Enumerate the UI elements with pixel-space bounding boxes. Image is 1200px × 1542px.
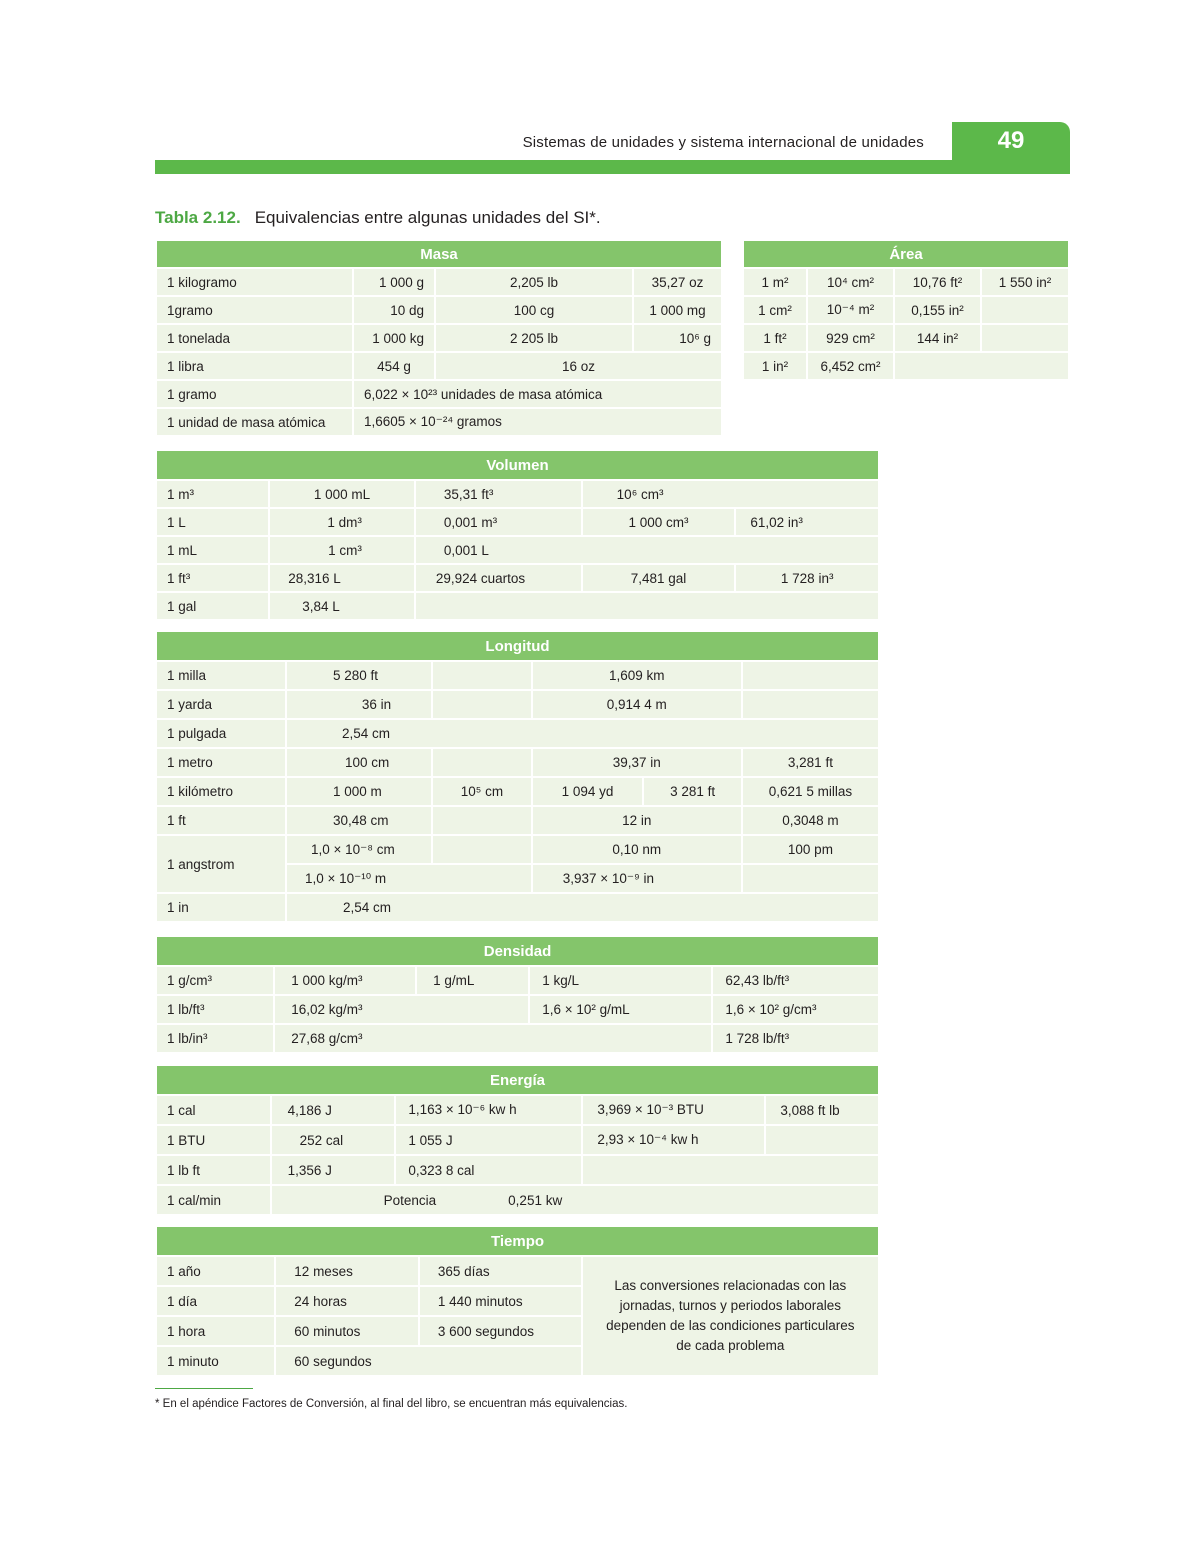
table-cell: 1 BTU [157,1126,270,1154]
table-caption-text: Equivalencias entre algunas unidades del SI*. [254,208,601,227]
table-cell [982,325,1068,351]
table-cell: 1 gramo [157,381,352,407]
table-cell: 1 lb/in³ [157,1025,273,1052]
table-row [744,269,1068,295]
table-cell: 3,937 × 10⁻⁹ in [533,865,741,892]
table-cell [433,691,531,718]
table-cell [895,353,1068,379]
table-cell: 1 yarda [157,691,285,718]
table-row [157,1156,878,1184]
tiempo-heading: Tiempo [157,1227,878,1255]
table-cell: 1 mL [157,537,268,563]
energia-heading: Energía [157,1066,878,1094]
table-cell: 10⁴ cm² [808,269,893,295]
table-cell: 16,02 kg/m³ [275,996,528,1023]
table-cell [766,1126,878,1154]
table-row [157,720,878,747]
table-cell: 12 meses [276,1257,418,1285]
table-cell: 0,001 L [416,537,878,563]
table-row [157,353,721,379]
table-cell: 1 día [157,1287,274,1315]
table-row [157,836,878,863]
footnote-rule [155,1388,253,1389]
table-cell: 1 000 mg [634,297,721,323]
table-cell: 2 205 lb [436,325,632,351]
table-cell: 1 440 minutos [420,1287,581,1315]
table-cell: 1,163 × 10⁻⁶ kw h [396,1096,581,1124]
table-cell: 0,621 5 millas [743,778,878,805]
table-cell: 1 tonelada [157,325,352,351]
table-cell: 1 cal [157,1096,270,1124]
table-cell: 1 milla [157,662,285,689]
table-cell: 100 cg [436,297,632,323]
table-cell-text: 10⁶ cm³ [616,486,664,502]
table-cell: 1 metro [157,749,285,776]
table-cell: 1,6 × 10² g/cm³ [713,996,878,1023]
table-cell: 0,3048 m [743,807,878,834]
table-row [157,481,878,507]
table-row [157,1096,878,1124]
table-cell: 39,37 in [533,749,741,776]
volumen-heading: Volumen [157,451,878,479]
table-cell: 1 g/mL [417,967,528,994]
masa-table [155,239,723,437]
table-cell: 1 000 cm³ [583,509,735,535]
table-cell: 16 oz [436,353,721,379]
table-cell: 1 000 kg [354,325,434,351]
area-heading: Área [744,241,1068,267]
table-cell: 62,43 lb/ft³ [713,967,878,994]
table-cell: 35,27 oz [634,269,721,295]
table-cell: 3,969 × 10⁻³ BTU [583,1096,764,1124]
table-row [157,807,878,834]
table-row [157,894,878,921]
table-cell: 100 cm [287,749,431,776]
table-cell: 1 minuto [157,1347,274,1375]
table-cell: 2,54 cm [287,720,878,747]
table-cell [433,662,531,689]
table-cell: 1 m³ [157,481,268,507]
table-cell [743,691,878,718]
table-cell: 1 550 in² [982,269,1068,295]
table-cell: 144 in² [895,325,980,351]
table-cell: 1 000 kg/m³ [275,967,415,994]
table-cell: 0,10 nm [533,836,741,863]
table-cell: 1 año [157,1257,274,1285]
table-row [157,691,878,718]
table-row [157,996,878,1023]
table-cell: 10 dg [354,297,434,323]
table-cell: 1 lb/ft³ [157,996,273,1023]
table-cell: 3 281 ft [644,778,740,805]
table-cell: 2,93 × 10⁻⁴ kw h [583,1126,764,1154]
table-cell: 12 in [533,807,741,834]
potencia-label: Potencia [383,1192,437,1208]
table-cell: 0,323 8 cal [396,1156,581,1184]
table-cell: 0,914 4 m [533,691,741,718]
running-header-title: Sistemas de unidades y sistema internacional de unidades [522,134,924,151]
table-cell: 2,54 cm [287,894,878,921]
table-cell: 1 ft³ [157,565,268,591]
table-cell: 1 kg/L [530,967,711,994]
table-cell: 1 cm³ [270,537,414,563]
table-cell: 2,205 lb [436,269,632,295]
table-cell: 1 000 mL [270,481,414,507]
table-cell: 1 in² [744,353,806,379]
table-row [157,509,878,535]
table-cell: 1 pulgada [157,720,285,747]
table-cell: 10⁵ cm [433,778,531,805]
table-row [157,409,721,435]
longitud-table [155,630,880,923]
table-cell: 24 horas [276,1287,418,1315]
table-cell [743,865,878,892]
potencia-value: 0,251 kw [508,1192,563,1208]
table-row [157,1025,878,1052]
table-row [157,325,721,351]
table-cell: 1 libra [157,353,352,379]
densidad-table [155,935,880,1054]
table-cell [583,481,878,507]
table-row [157,1126,878,1154]
table-cell: 1 kilogramo [157,269,352,295]
table-row [157,297,721,323]
table-row [157,269,721,295]
table-cell: 7,481 gal [583,565,735,591]
table-cell: 1 000 g [354,269,434,295]
table-cell: 1 055 J [396,1126,581,1154]
table-cell: 100 pm [743,836,878,863]
table-row [157,537,878,563]
table-cell: 10⁻⁴ m² [808,297,893,323]
table-row [157,1257,878,1285]
table-cell: 61,02 in³ [736,509,878,535]
table-row [744,325,1068,351]
energia-table [155,1064,880,1216]
table-cell: 1 angstrom [157,836,285,892]
table-cell [416,593,878,619]
volumen-table [155,449,880,621]
table-cell: 1,609 km [533,662,741,689]
table-cell: 1 cal/min [157,1186,270,1214]
table-cell [433,807,531,834]
table-cell: 1 000 m [287,778,431,805]
table-cell [433,836,531,863]
table-cell: 1,6605 × 10⁻²⁴ gramos [354,409,721,435]
table-cell: 3 600 segundos [420,1317,581,1345]
table-cell: 10,76 ft² [895,269,980,295]
table-cell: 1,0 × 10⁻⁸ cm [287,836,431,863]
tiempo-table [155,1225,880,1377]
table-cell: 28,316 L [270,565,414,591]
table-cell: 0,001 m³ [416,509,581,535]
page-number: 49 [997,127,1025,154]
table-row [157,967,878,994]
table-row [157,381,721,407]
table-cell: 27,68 g/cm³ [275,1025,711,1052]
table-cell [982,297,1068,323]
table-cell: 1 lb ft [157,1156,270,1184]
table-cell [583,1156,878,1184]
table-cell: 1 unidad de masa atómica [157,409,352,435]
header-band [155,160,1070,174]
masa-heading: Masa [157,241,721,267]
table-caption [155,208,601,228]
table-cell: 1 in [157,894,285,921]
table-row [157,778,878,805]
table-cell: 1 ft [157,807,285,834]
table-cell: 30,48 cm [287,807,431,834]
table-cell: 252 cal [272,1126,395,1154]
table-row [157,593,878,619]
table-cell: 3,281 ft [743,749,878,776]
table-cell [433,749,531,776]
table-cell: 1,0 × 10⁻¹⁰ m [287,865,531,892]
table-cell: 6,022 × 10²³ unidades de masa atómica [354,381,721,407]
table-cell: 929 cm² [808,325,893,351]
table-cell: 1 094 yd [533,778,643,805]
table-cell: 4,186 J [272,1096,395,1124]
table-row [157,749,878,776]
table-cell: 1 hora [157,1317,274,1345]
table-row [157,662,878,689]
table-row [157,565,878,591]
table-cell: 1 g/cm³ [157,967,273,994]
table-row [157,1186,878,1214]
table-cell: 5 280 ft [287,662,431,689]
table-cell: 1gramo [157,297,352,323]
tiempo-note: Las conversiones relacionadas con las jornadas, turnos y periodos laborales dependen de las condiciones particulares de cada problema [583,1257,878,1375]
table-cell: 454 g [354,353,434,379]
table-cell: 60 minutos [276,1317,418,1345]
densidad-heading: Densidad [157,937,878,965]
table-cell: 36 in [287,691,431,718]
table-cell: 1 dm³ [270,509,414,535]
table-cell: 1,6 × 10² g/mL [530,996,711,1023]
table-cell: 6,452 cm² [808,353,893,379]
table-cell: 1 kilómetro [157,778,285,805]
table-cell [272,1186,878,1214]
table-cell: 3,088 ft lb [766,1096,878,1124]
table-cell: 0,155 in² [895,297,980,323]
table-row [744,297,1068,323]
table-cell: 1 gal [157,593,268,619]
table-row [744,353,1068,379]
table-cell: 365 días [420,1257,581,1285]
area-table [742,239,1070,381]
longitud-heading: Longitud [157,632,878,660]
table-cell: 1 ft² [744,325,806,351]
table-cell: 60 segundos [276,1347,580,1375]
table-cell: 1 728 lb/ft³ [713,1025,878,1052]
footnote: * En el apéndice Factores de Conversión, al final del libro, se encuentran más equivalencias. [155,1398,628,1410]
table-cell [743,662,878,689]
table-cell: 1 cm² [744,297,806,323]
table-caption-label: Tabla 2.12. [155,208,241,227]
table-cell: 3,84 L [270,593,414,619]
table-cell: 35,31 ft³ [416,481,581,507]
table-cell: 1 L [157,509,268,535]
table-cell: 10⁶ g [634,325,721,351]
table-cell: 29,924 cuartos [416,565,581,591]
table-cell: 1,356 J [272,1156,395,1184]
table-cell: 1 728 in³ [736,565,878,591]
table-cell: 1 m² [744,269,806,295]
